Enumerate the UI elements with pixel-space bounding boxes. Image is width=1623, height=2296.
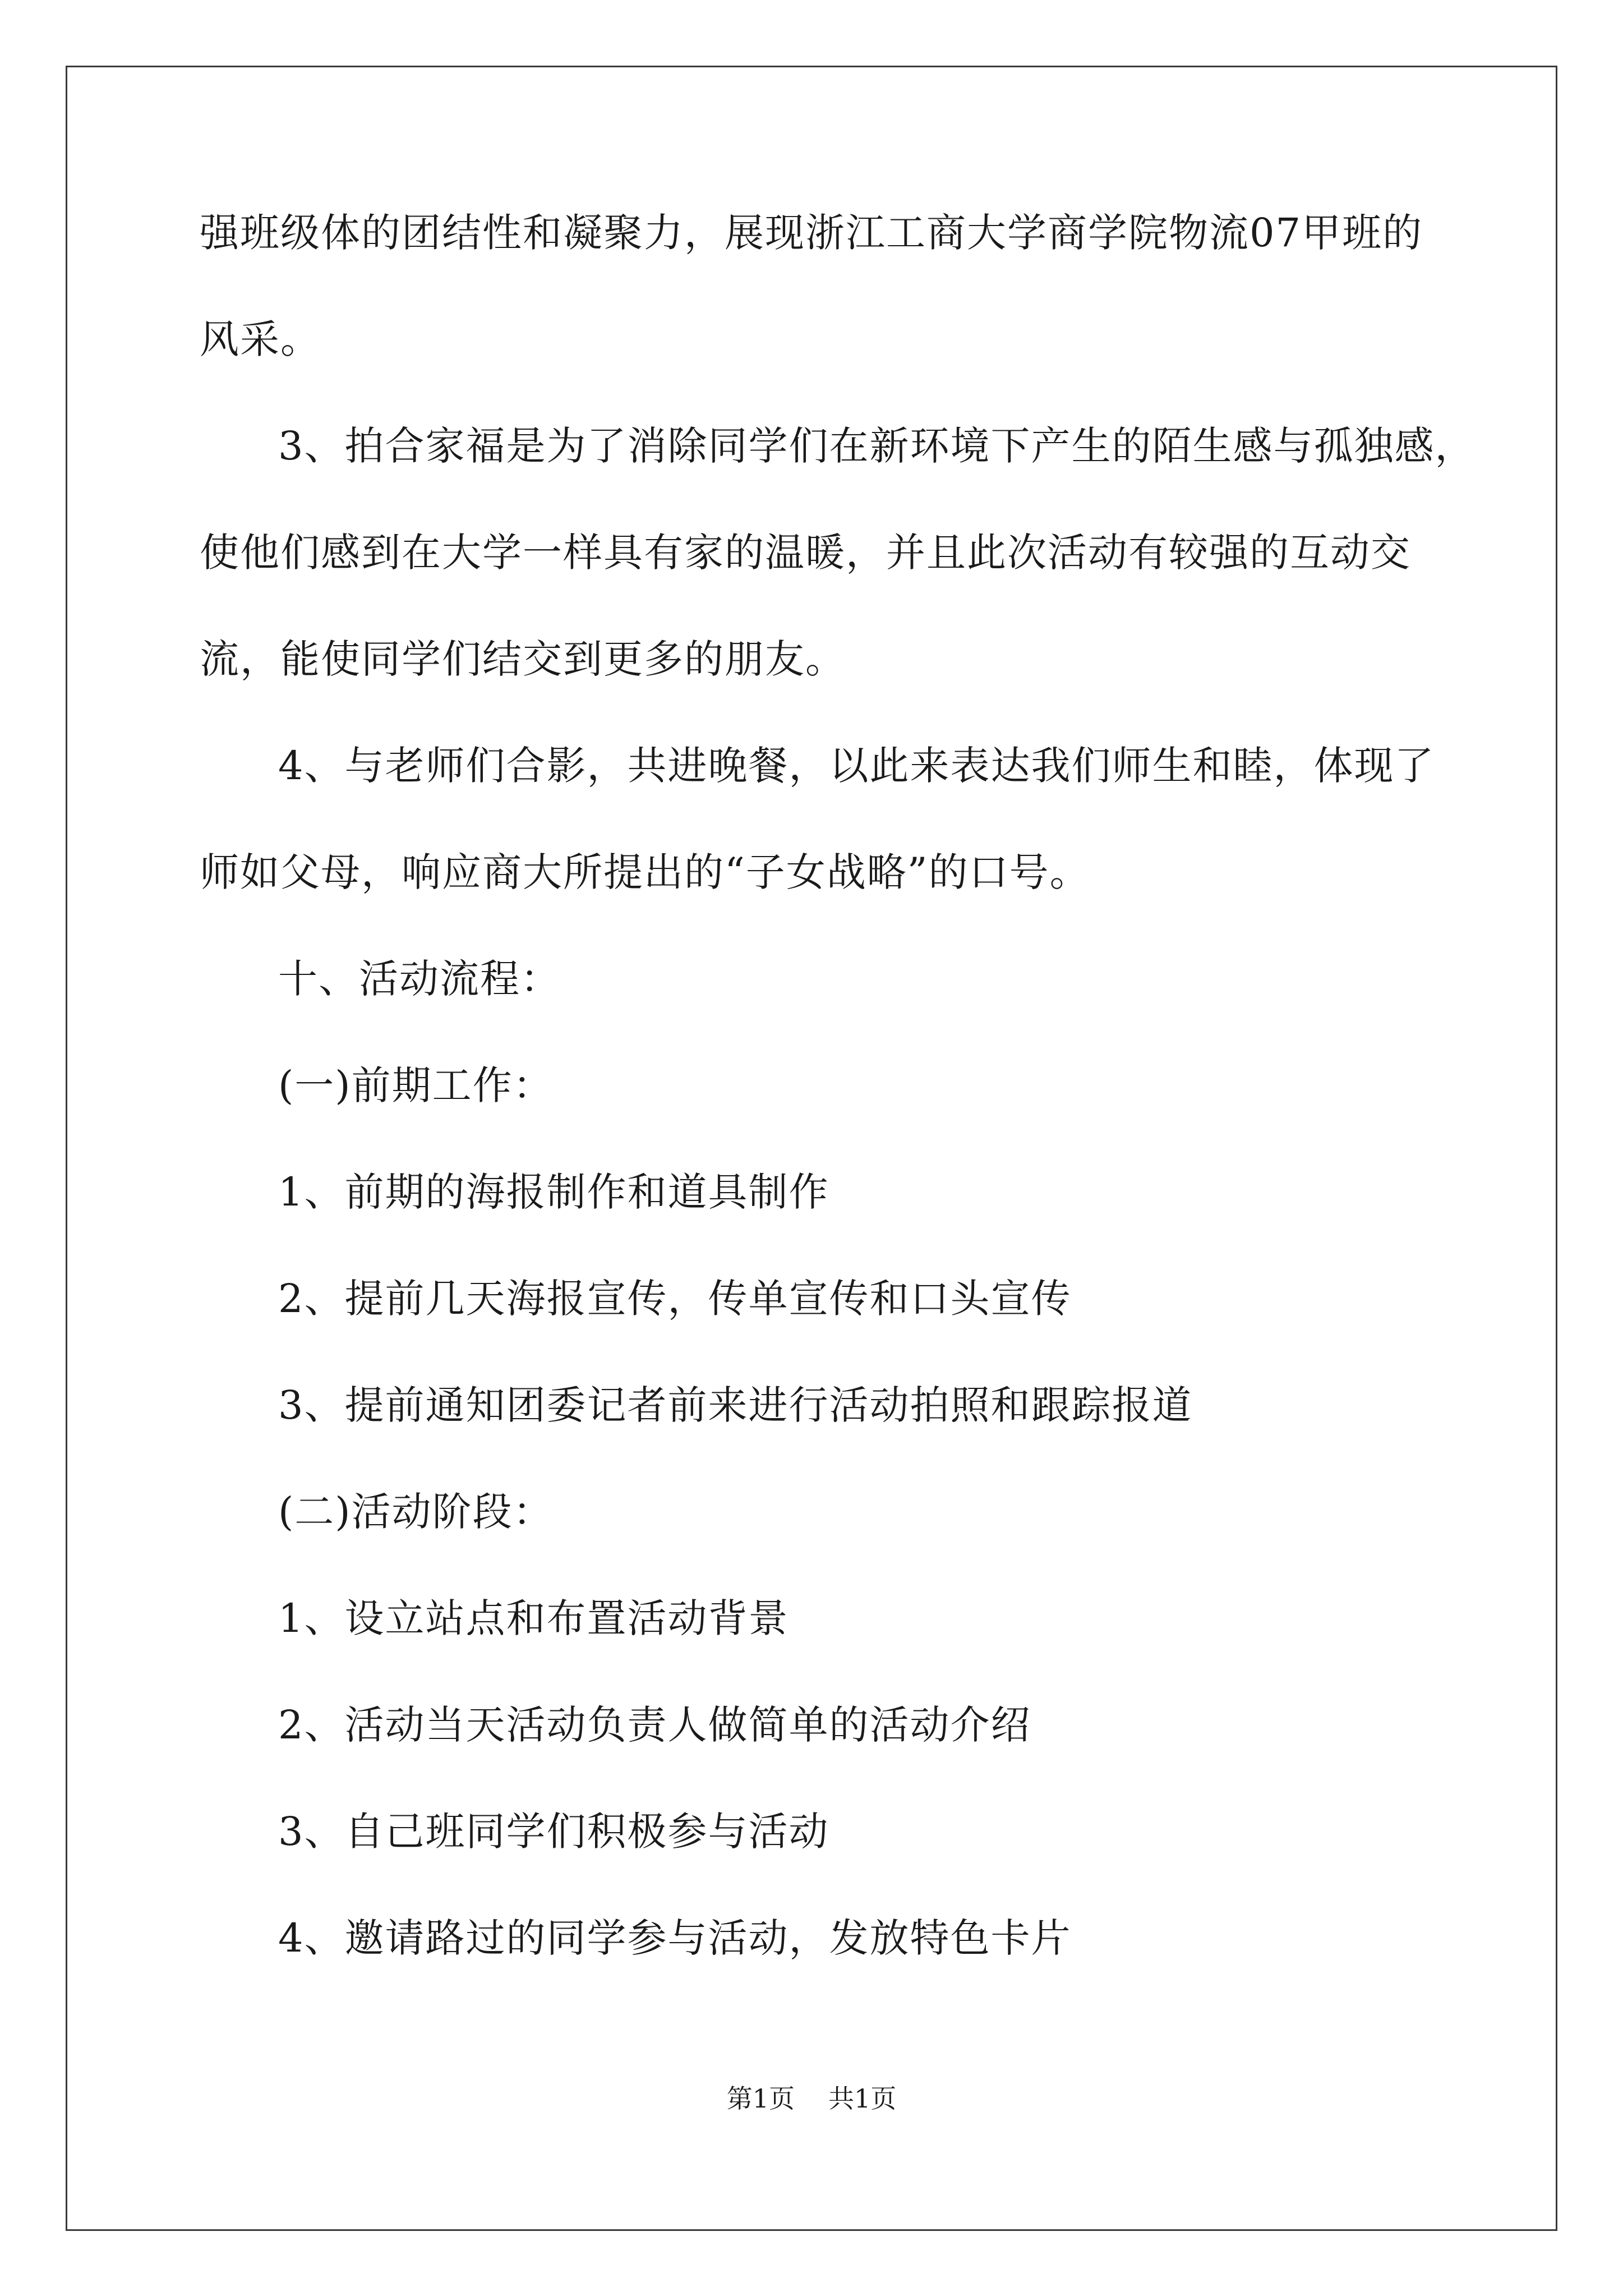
- list-item: 3、提前通知团委记者前来进行活动拍照和跟踪报道: [278, 1382, 1193, 1428]
- subsection-heading-1: (一)前期工作：: [278, 1062, 554, 1108]
- list-item: 1、前期的海报制作和道具制作: [278, 1169, 829, 1215]
- page-footer: [0, 2078, 1623, 2115]
- page-total: 共1页: [828, 2083, 897, 2114]
- list-item: 1、设立站点和布置活动背景: [278, 1595, 789, 1641]
- text-line-7: 师如父母，响应商大所提出的“子女战略”的口号。: [200, 849, 1090, 895]
- document-body: [200, 210, 1476, 2025]
- list-item: 3、自己班同学们积极参与活动: [278, 1809, 829, 1855]
- subsection-heading-2: (二)活动阶段：: [278, 1489, 554, 1535]
- text-line-2: 风采。: [200, 316, 321, 362]
- text-line-4: 使他们感到在大学一样具有家的温暖，并且此次活动有较强的互动交: [200, 530, 1411, 576]
- section-heading: 十、活动流程：: [278, 956, 561, 1002]
- list-item: 2、活动当天活动负责人做简单的活动介绍: [278, 1702, 1031, 1748]
- text-line-1: 强班级体的团结性和凝聚力，展现浙江工商大学商学院物流07甲班的: [200, 210, 1423, 256]
- list-item: 4、邀请路过的同学参与活动，发放特色卡片: [278, 1915, 1072, 1961]
- list-item: 2、提前几天海报宣传，传单宣传和口头宣传: [278, 1276, 1072, 1322]
- page-number: 第1页: [726, 2083, 795, 2114]
- text-line-3: 3、拍合家福是为了消除同学们在新环境下产生的陌生感与孤独感，: [278, 423, 1476, 469]
- text-line-6: 4、与老师们合影，共进晚餐，以此来表达我们师生和睦，体现了: [278, 743, 1435, 789]
- text-line-5: 流，能使同学们结交到更多的朋友。: [200, 636, 846, 682]
